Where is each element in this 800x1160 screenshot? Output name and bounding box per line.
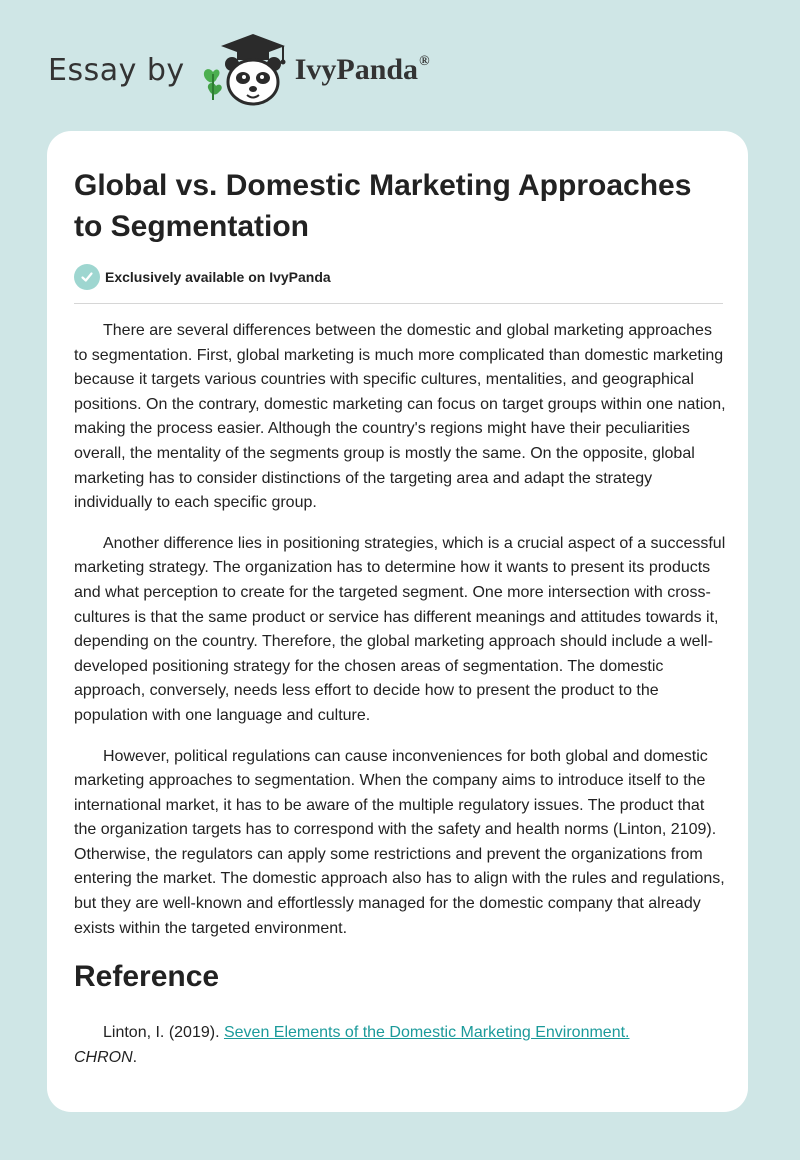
exclusive-badge: [74, 264, 331, 290]
ivypanda-logo-icon[interactable]: [199, 30, 291, 110]
divider: [74, 303, 723, 304]
essay-body: [74, 319, 726, 1070]
reference-link[interactable]: Seven Elements of the Domestic Marketing Environment.: [223, 1024, 630, 1042]
site-header: [48, 30, 430, 110]
reference-entry: [74, 1021, 726, 1070]
reference-author: Linton, I. (2019).: [103, 1024, 224, 1042]
paragraph: There are several differences between the domestic and global marketing approaches to segmentation. First, global marketing is much more complicated than domestic marketing because it targets various countries with specific cultures, mentalities, and geographical positions. On the contrary, domestic marketing can focus on target groups within one nation, making the process easier. Although the country's regions might have their peculiarities overall, the mentality of the segments group is mostly the same. On the opposite, global marketing has to consider distinctions of the targeting area and adapt the strategy individually to each specific group.: [74, 322, 726, 512]
brand-name[interactable]: IvyPanda®: [294, 53, 430, 86]
essay-by-label: Essay by: [48, 52, 185, 88]
reference-heading: Reference: [74, 960, 220, 994]
reference-trailing: .: [132, 1048, 138, 1066]
essay-card: [47, 131, 748, 1112]
reference-source: CHRON: [74, 1048, 133, 1066]
paragraph: However, political regulations can cause inconveniences for both global and domestic marketing approaches to segmentation. When the company aims to introduce itself to the international market, it has to be aware of the multiple regulatory issues. The product that the organization targets has to correspond with the safety and health norms (Linton, 2109). Otherwise, the regulators can apply some restrictions and prevent the organizations from entering the market. The domestic approach also has to align with the rules and regulations, but they are well-known and effortlessly managed for the domestic company that already exists within the targeted environment.: [74, 747, 725, 937]
check-circle-icon: [74, 264, 100, 290]
paragraph: Another difference lies in positioning strategies, which is a crucial aspect of a successful marketing strategy. The organization has to determine how it wants to present its products and what perception to create for the targeted segment. One more intersection with cross-cultures is that the same product or service has different meanings and attitudes towards it, depending on the country. Therefore, the global marketing approach should include a well-developed positioning strategy for the chosen areas of segmentation. The domestic approach, conversely, needs less effort to decide how to present the product to the population with one language and culture.: [74, 534, 726, 724]
exclusive-label: Exclusively available on IvyPanda: [105, 269, 331, 285]
registered-mark: ®: [419, 54, 430, 69]
page-title: Global vs. Domestic Marketing Approaches to Segmentation: [74, 169, 692, 243]
